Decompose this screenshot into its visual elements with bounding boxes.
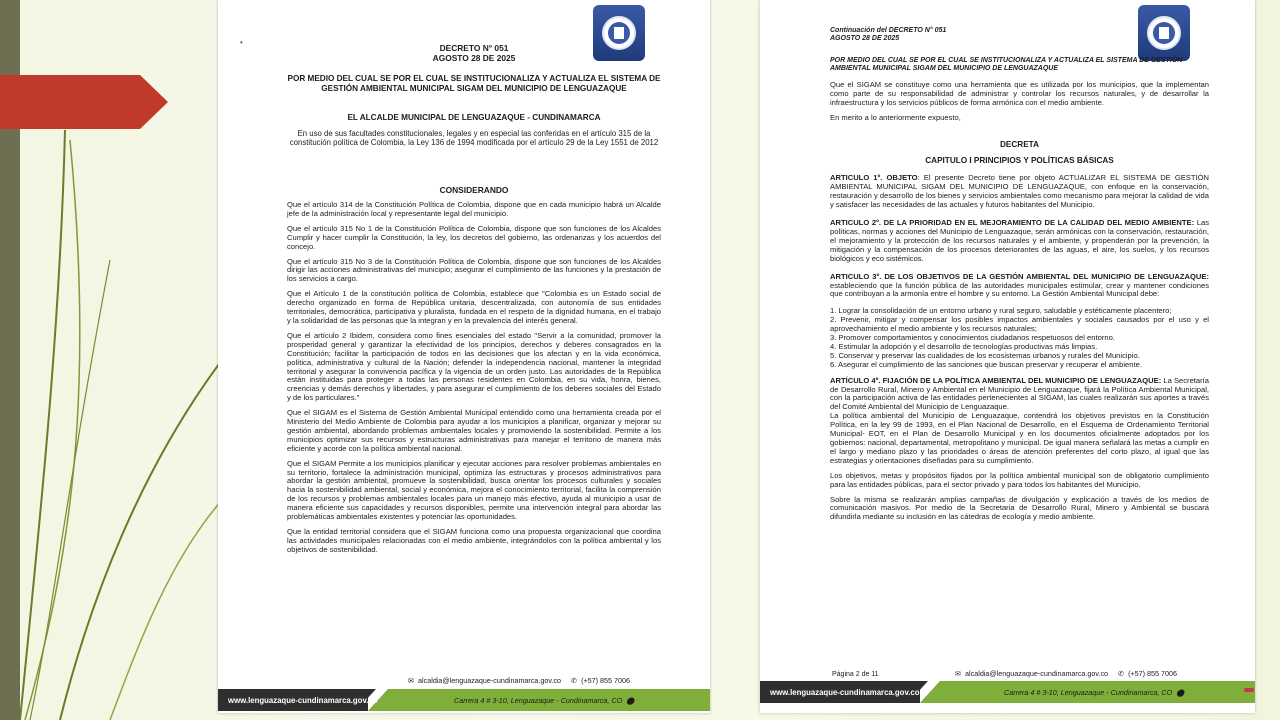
objectives-list [830, 307, 1209, 369]
decreta-heading: DECRETA [1000, 139, 1039, 149]
decree-subject: POR MEDIO DEL CUAL SE POR EL CUAL SE INSTITUCIONALIZA Y ACTUALIZA EL SISTEMA DE GESTIÓN AMBIENTAL MUNICIPAL SIGAM DEL MUNICIPIO DE LENGUAZAQUE [287, 74, 661, 93]
paragraph: Que el Artículo 1 de la constitución política de Colombia, establece que "Colombia es un Estado social de derecho organizado en forma de República unitaria, descentralizada, con autonomía de sus entidades territoriales, democrática, participativa y pluralista, fundada en el respeto de la dignidad humana, en el trabajo y la solidaridad de las personas que la integran y en la prevalencia del interés general. [287, 289, 661, 325]
list-item: 6. Asegurar el cumplimiento de las sanciones que buscan preservar y recuperar el ambiente. [830, 359, 1142, 369]
footer-address-text: Carrera 4 # 3-10, Lenguazaque - Cundinamarca, CO [1004, 688, 1173, 697]
paragraph: Que el SIGAM se constituye como una herramienta que es utilizada por los municipios, que la implementan como parte de su responsabilidad de administrar y controlar los recursos naturales, y de desarrollar la infraestructura y los servicios públicos de forma armónica con el medio ambiente. [830, 80, 1209, 107]
location-pin-icon: ⬤ [626, 696, 635, 705]
paragraph: La política ambiental del Municipio de Lenguazaque, contendrá los objetivos previstos en la Constitución Política, en la ley 99 de 1993, en el Plan Nacional de Desarrollo, en el Esquema de Ordenamiento Territorial Municipal- EOT, en el Plan de Desarrollo Municipal y en los documentos oficialmente adoptados por los gobiernos: nacional, departamental, metropolitano y municipal. De igual manera señalará las metas a cumplir en el largo y mediano plazo y las prioridades o áreas de atención preferentes del corto plazo, al igual que las estrategias y orientaciones diseñadas para su cumplimiento. [830, 411, 1209, 465]
article-1 [830, 174, 1209, 210]
decree-date: AGOSTO 28 DE 2025 [432, 52, 516, 63]
footer-website[interactable]: www.lenguazaque-cundinamarca.gov.co [228, 696, 378, 705]
list-item: 3. Promover comportamientos y conocimientos ciudadanos respetuosos del entorno. [830, 333, 1115, 343]
contact-phone: (+57) 855 7006 [1128, 669, 1178, 678]
red-arrow-shape [0, 75, 168, 129]
article-2-heading: ARTICULO 2º. DE LA PRIORIDAD EN EL MEJORAMIENTO DE LA CALIDAD DEL MEDIO AMBIENTE: [830, 218, 1195, 228]
considerando-body [287, 201, 661, 561]
scan-mark: • [240, 38, 243, 47]
considerando-heading: CONSIDERANDO [439, 185, 509, 195]
article-3-heading: ARTICULO 3º. DE LOS OBJETIVOS DE LA GESTIÓN AMBIENTAL DEL MUNICIPIO DE LENGUAZAQUE: [830, 271, 1209, 281]
article-1-body: : El presente Decreto tiene por objeto ACTUALIZAR EL SISTEMA DE GESTIÓN AMBIENTAL MUNICIPAL SIGAM DEL MUNICIPIO DE LENGUAZAQUE, con enfoque en la conservación, restauración y desarrollo de los bienes y servicios ambientales como mecanismo para mejorar la calidad de vida y satisfacer las necesidades de las actuales y futuros habitantes del Municipio. [830, 173, 1209, 210]
document-page-1 [218, 0, 710, 713]
paragraph: Que el artículo 315 No 3 de la Constitución Política de Colombia, dispone que son funciones de los Alcaldes dirigir las acciones administrativas del municipio; asegurar el cumplimiento de las funciones y la prestación de los servicios a cargo. [287, 256, 661, 284]
paragraph: Que el artículo 315 No 1 de la Constitución Política de Colombia, dispone que son funciones de los Alcaldes Cumplir y hacer cumplir la Constitución, la ley, los decretos del gobierno, las ordenanzas y los acuerdos del concejo. [287, 223, 661, 251]
list-item: 2. Prevenir, mitigar y compensar los posibles impactos ambientales y sociales causados por el uso y el aprovechamiento el medio ambiente y los recursos naturales; [830, 315, 1209, 334]
decree-intro: En uso de sus facultades constitucionales, legales y en especial las conferidas en el artículo 315 de la constitución política de Colombia, la Ley 136 de 1994 modificada por el artículo 29 de la Ley 1551 de 2012 [289, 129, 659, 148]
paragraph: Que el SIGAM Permite a los municipios planificar y ejecutar acciones para resolver problemas ambientales en su territorio, fortalece la administración municipal, optimiza las estructuras y procesos administrativos para abordar la gestión ambiental, promueve la sostenibilidad, busca orientar los procesos culturales y sociales hacia la sostenibilidad ambiental, social y económica, mejora el conocimiento territorial, facilita la comprensión de los recursos y problemas ambientales locales para un manejo más efectivo, ayuda al municipio a usar de manera eficiente sus capacidades y recursos disponibles, permite una intervención integral para abordar las problemáticas ambientales existentes y potenciar las oportunidades. [287, 458, 661, 522]
contact-phone: (+57) 855 7006 [581, 676, 631, 685]
article-4-body: La Secretaría de Desarrollo Rural, Minero y Ambiental en el Municipio de Lenguazaque, fijará la Política Ambiental Municipal, con la participación activa de las entidades pertenecientes al SIGAM, las cuales realizarán sus aportes a través del Comité Ambiental del Municipio de Lenguazaque. [830, 375, 1209, 412]
footer-address-text: Carrera 4 # 3-10, Lenguazaque - Cundinamarca, CO [454, 696, 623, 705]
list-item: 1. Lograr la consolidación de un entorno urbano y rural seguro, saludable y estéticamente placentero; [830, 306, 1172, 316]
footer-website[interactable]: www.lenguazaque-cundinamarca.gov.co [770, 688, 920, 697]
article-1-heading: ARTICULO 1º. OBJETO [830, 173, 918, 183]
contact-email[interactable]: alcaldia@lenguazaque-cundinamarca.gov.co [965, 669, 1109, 678]
contact-line [408, 676, 630, 685]
article-2 [830, 219, 1209, 264]
paragraph: Que el artículo 314 de la Constitución Política de Colombia, dispone que en cada municipio habrá un Alcalde jefe de la administración local y representante legal del municipio. [287, 200, 661, 218]
decree-title: DECRETO N° 051 [439, 43, 509, 53]
phone-icon: ✆ [1118, 669, 1125, 678]
article-2-body: Las políticas, normas y acciones del Municipio de Lenguazaque, serán armónicas con la conservación, restauración, el mejoramiento y la protección de los recursos naturales y el ambiente, y propenderán por la prevención, la mitigación y la compensación de los procesos deteriorantes de las aguas, el aire, los suelos, y los recursos biológicos y eco sistémicos. [830, 218, 1209, 263]
footer-address [1004, 688, 1184, 697]
list-item: 4. Estimular la adopción y el desarrollo de tecnologías productivas más limpias. [830, 341, 1098, 351]
paragraph: Los objetivos, metas y propósitos fijados por la política ambiental municipal son de obligatorio cumplimiento para las entidades públicas, para el sector privado y para todos los habitantes del Municipio. [830, 470, 1209, 489]
mail-icon: ✉ [408, 676, 415, 685]
chapter-heading: CAPITULO I PRINCIPIOS Y POLÍTICAS BÁSICAS [925, 155, 1114, 165]
paragraph: Que la entidad territorial considera que el SIGAM funciona como una propuesta organizacional que coordina las actividades municipales relacionadas con el medio ambiente, integrándolos con la política ambiental y los objetivos de sostenibilidad. [287, 527, 661, 554]
phone-icon: ✆ [571, 676, 578, 685]
page2-body [830, 81, 1209, 528]
slide-marker [1244, 688, 1254, 692]
list-item: 5. Conservar y preservar las cualidades de los ecosistemas urbanos y rurales del Municipio. [830, 350, 1140, 360]
paragraph: Sobre la misma se realizarán amplias campañas de divulgación y explicación a través de los medios de comunicación masivos. Por medio de la Secretaria de Desarrollo Rural, Minero y Ambiental se buscará difundirla mediante su inclusión en las cátedras de ecología y medio ambiente. [830, 494, 1209, 522]
paragraph: En merito a lo anteriormente expuesto, [830, 112, 961, 122]
footer-address [454, 696, 634, 705]
page-number: Página 2 de 11 [832, 671, 879, 678]
document-page-2 [760, 0, 1255, 713]
paragraph: Que el artículo 2 Ibidem, considera como fines esenciales del estado "Servir a la comunidad, promover la prosperidad general y garantizar la efectividad de los principios, derechos y deberes consagrados en la Constitución; facilitar la participación de todos en las decisiones que los afectan y en la vida económica, política, administrativa y cultural de la Nación; defender la independencia nacional, mantener la integridad territorial y asegurar la convivencia pacífica y la vigencia de un orden justo. Las autoridades de la República están instituidas para proteger a todas las personas residentes en Colombia, en su vida, honra, bienes, creencias y demás derechos y libertades, y para asegurar el cumplimiento de los deberes sociales del Estado y de los particulares." [287, 330, 661, 403]
location-pin-icon: ⬤ [1176, 688, 1185, 697]
article-3 [830, 273, 1209, 300]
article-4-heading: ARTÍCULO 4º. FIJACIÓN DE LA POLÍTICA AMBIENTAL DEL MUNICIPIO DE LENGUAZAQUE: [830, 375, 1162, 385]
contact-email[interactable]: alcaldia@lenguazaque-cundinamarca.gov.co [418, 676, 562, 685]
continuation-subject: POR MEDIO DEL CUAL SE POR EL CUAL SE INSTITUCIONALIZA Y ACTUALIZA EL SISTEMA DE GESTIÓN AMBIENTAL MUNICIPAL SIGAM DEL MUNICIPIO DE LENGUAZAQUE [830, 57, 1183, 73]
article-3-body: estableciendo que la función pública de las autoridades municipales estimular, crear y mantener condiciones que contribuyan a la armonía entre el hombre y su entorno. La Gestión Ambiental Municipal debe: [830, 280, 1209, 299]
continuation-date: AGOSTO 28 DE 2025 [830, 35, 900, 43]
paragraph: Que el SIGAM es el Sistema de Gestión Ambiental Municipal entendido como una herramienta creada por el Ministerio del Medio Ambiente de Colombia para ayudar a los municipios a planificar, organizar y mejorar su gestión ambiental, abordando problemas ambientales locales y promoviendo la sostenibilidad. Permite a los municipios optimizar sus recursos y estructuras administrativas para manejar el territorio de manera más eficiente y acorde con la política ambiental nacional. [287, 408, 661, 453]
decree-author: EL ALCALDE MUNICIPAL DE LENGUAZAQUE - CUNDINAMARCA [347, 113, 601, 122]
article-4 [830, 377, 1209, 413]
contact-line [955, 669, 1177, 678]
municipal-crest-logo [1138, 5, 1190, 61]
mail-icon: ✉ [955, 669, 962, 678]
continuation-label: Continuación del DECRETO N° 051 [830, 27, 947, 34]
